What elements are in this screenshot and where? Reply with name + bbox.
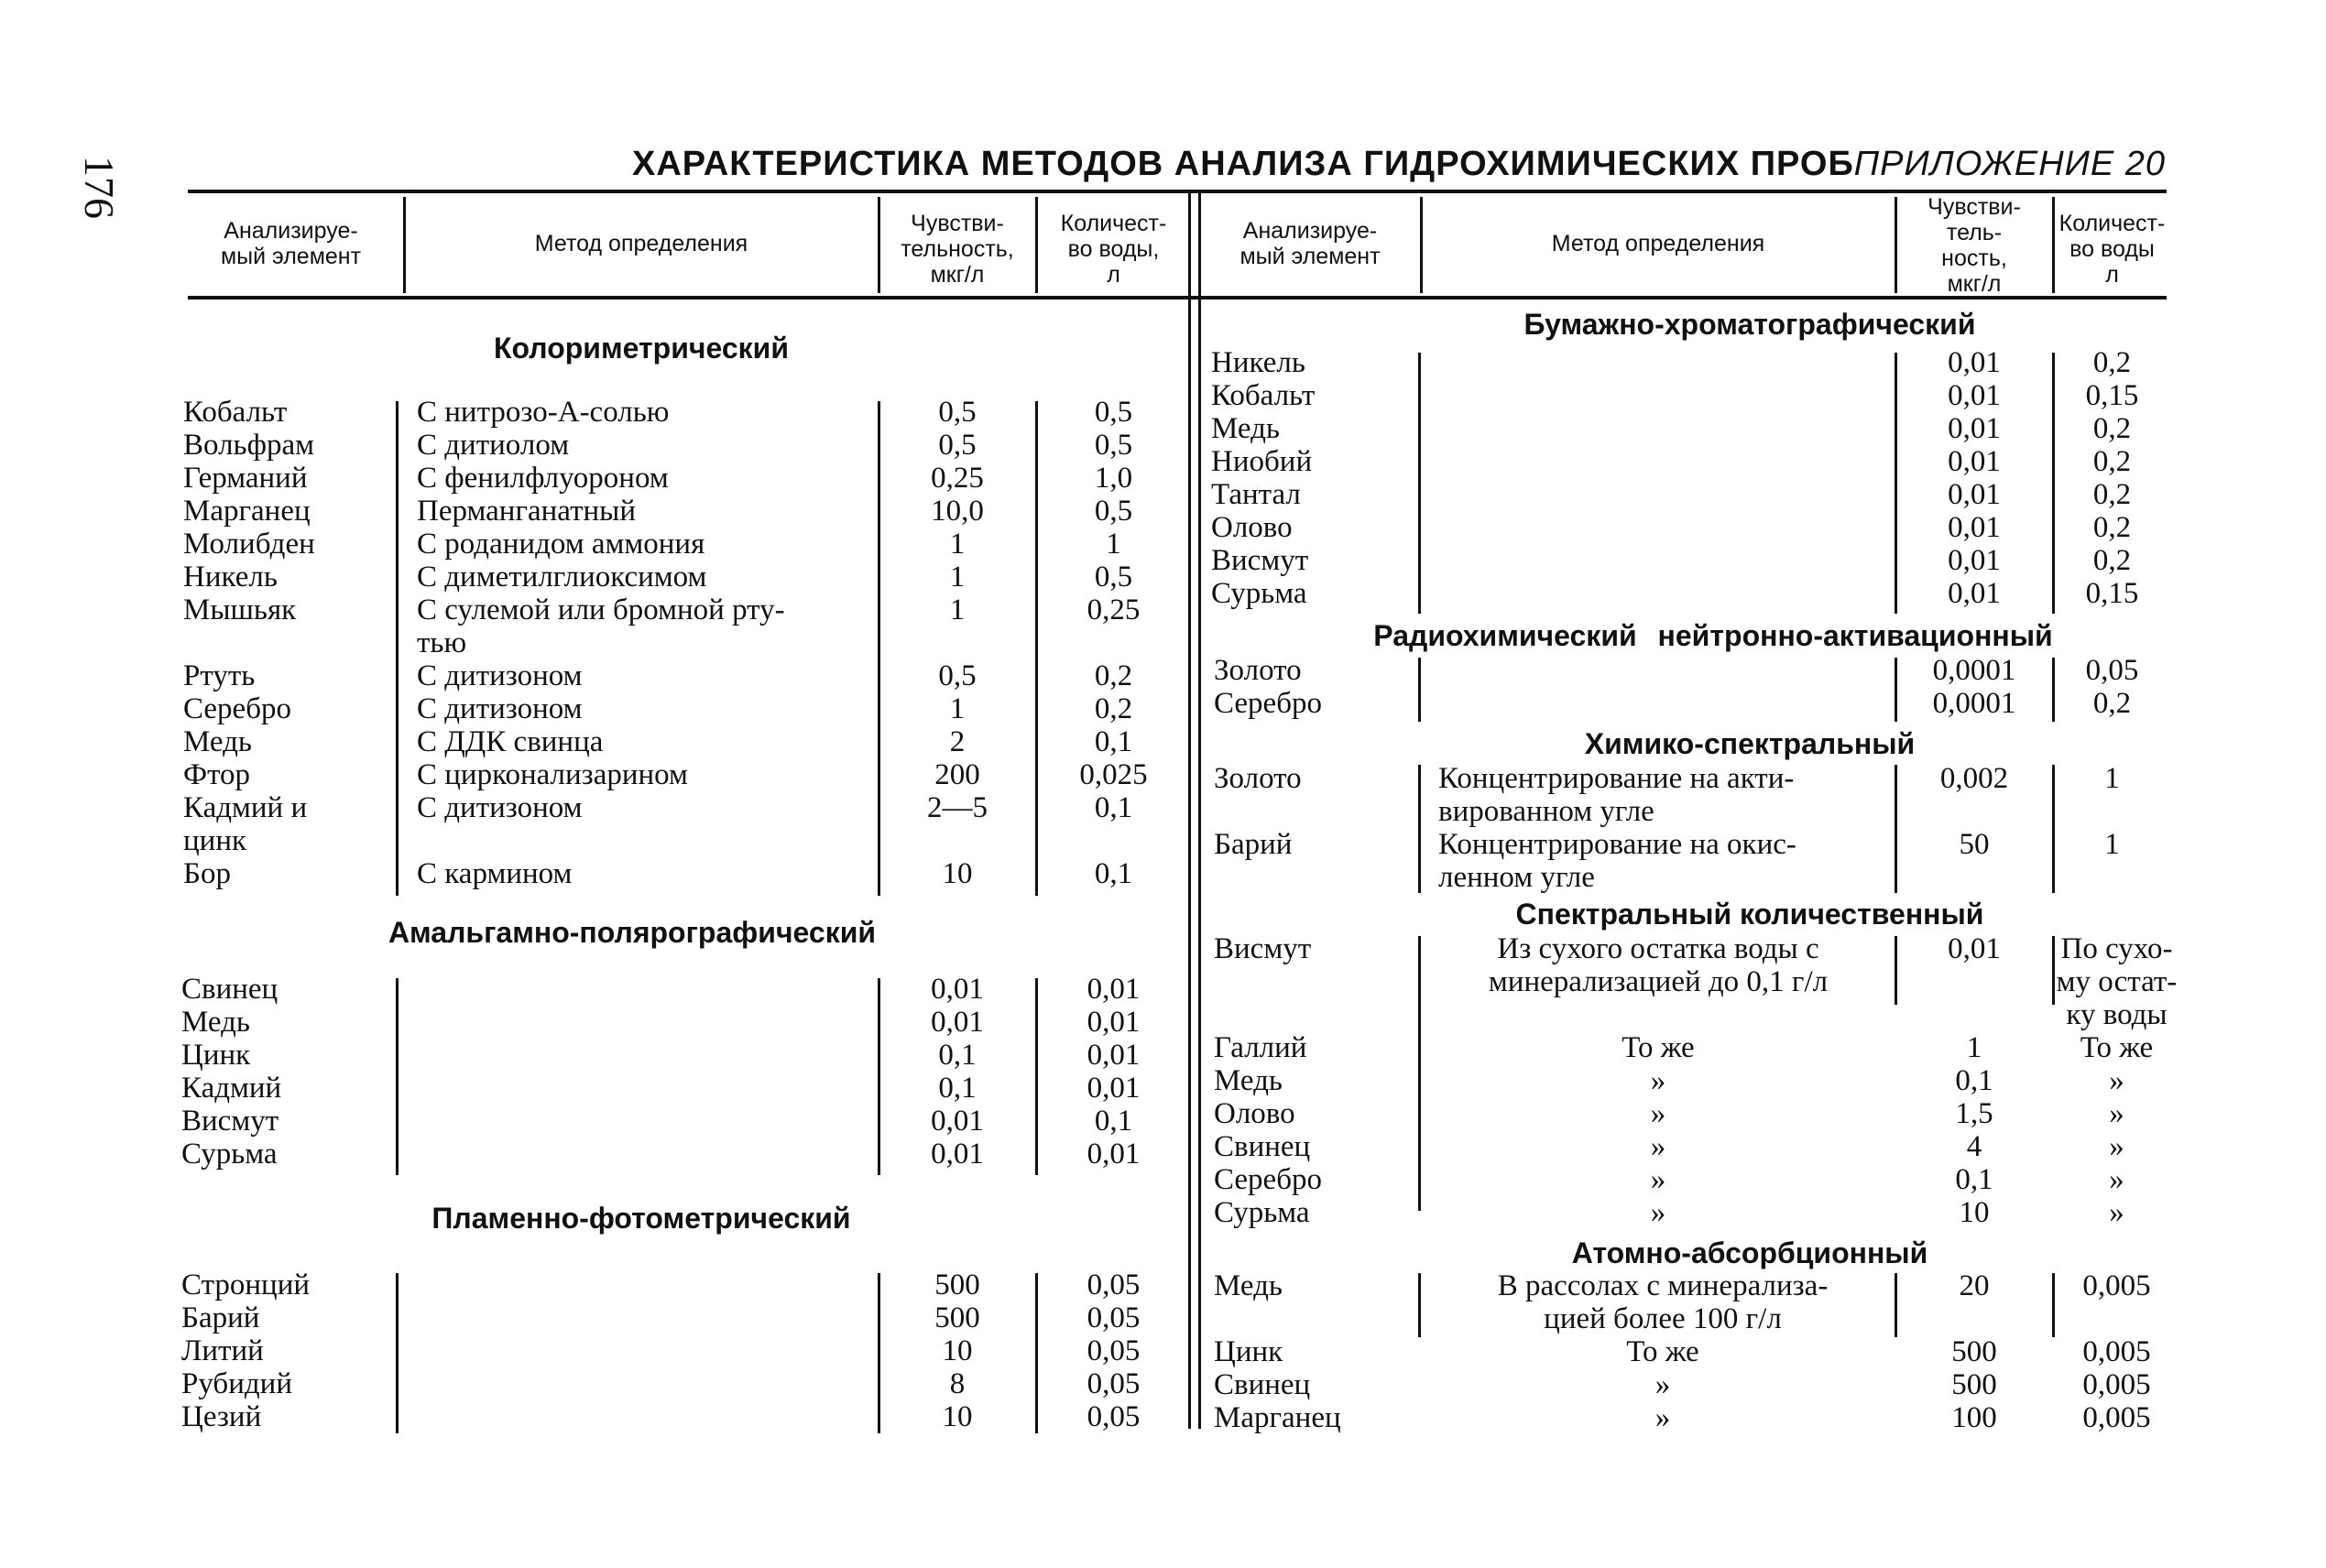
col-sep — [1418, 1273, 1421, 1337]
section-title-atomic: Атомно-абсорбционный — [1571, 1236, 1928, 1269]
section-title-radio: Радиохимический нейтронно-активационный — [1373, 619, 2053, 652]
flame-sensitivity: 500 500 10 8 10 — [934, 1269, 980, 1433]
amalgam-sensitivity: 0,01 0,01 0,1 0,1 0,01 0,01 — [931, 973, 984, 1171]
col-sep — [1418, 658, 1421, 722]
header-method-left: Метод определения — [534, 231, 748, 256]
flame-elements: Стронций Барий Литий Рубидий Цезий — [181, 1269, 311, 1433]
header-sensitivity-right: Чувстви- тель- ность, мкг/л — [1927, 194, 2021, 297]
chemspec-volume: 1 1 — [2104, 762, 2120, 861]
header-element-right: Анализируе- мый элемент — [1239, 218, 1381, 269]
center-divider — [1188, 192, 1201, 1429]
amalgam-elements: Свинец Медь Цинк Кадмий Висмут Сурьма — [181, 973, 282, 1171]
paper-volume: 0,2 0,15 0,2 0,2 0,2 0,2 0,2 0,15 — [2085, 346, 2139, 610]
header-method-right: Метод определения — [1551, 231, 1765, 256]
section-title-amalgam: Амальгамно-полярографический — [388, 916, 877, 949]
section-title-paper: Бумажно-хроматографический — [1523, 308, 1976, 341]
col-sep — [2052, 936, 2055, 1005]
col-sep — [2052, 658, 2055, 722]
flame-volume: 0,05 0,05 0,05 0,05 0,05 — [1087, 1269, 1141, 1433]
amalgam-volume: 0,01 0,01 0,01 0,01 0,1 0,01 — [1087, 973, 1141, 1171]
col-sep — [1035, 978, 1038, 1175]
paper-sensitivity: 0,01 0,01 0,01 0,01 0,01 0,01 0,01 0,01 — [1948, 346, 2001, 610]
col-sep — [396, 978, 399, 1175]
header-volume-left: Количест- во воды, л — [1060, 211, 1167, 288]
col-sep — [396, 401, 399, 896]
chemspec-elements: Золото Барий — [1214, 762, 1302, 861]
header-volume-right: Количест- во воды л — [2058, 211, 2166, 288]
radio-volume: 0,05 0,2 — [2085, 654, 2139, 720]
colorimetric-volume: 0,5 0,5 1,0 0,5 1 0,5 0,25 0,2 0,2 0,1 0,025 0,1 0,1 — [1079, 396, 1148, 890]
atomic-methods: В рассолах с минерализа- цией более 100 г/л То же » » — [1497, 1269, 1829, 1434]
col-sep — [1895, 1273, 1897, 1337]
col-sep — [1418, 353, 1421, 614]
col-sep — [1895, 658, 1897, 722]
page-number: 176 — [76, 156, 123, 219]
col-sep — [2052, 765, 2055, 893]
spectral-methods: Из сухого остатка воды с минерализацией до 0,1 г/л То же » » » » » — [1488, 932, 1829, 1229]
header-sensitivity-left: Чувстви- тельность, мкг/л — [901, 211, 1014, 288]
col-sep — [878, 978, 880, 1175]
radio-elements: Золото Серебро — [1214, 654, 1322, 720]
radio-sensitivity: 0,0001 0,0001 — [1932, 654, 2016, 720]
atomic-sensitivity: 20 500 500 100 — [1951, 1269, 1997, 1434]
col-sep — [1895, 765, 1897, 893]
header-top-rule — [188, 190, 2167, 193]
header-element-left: Анализируе- мый элемент — [220, 218, 362, 269]
col-sep — [878, 401, 880, 896]
section-title-colorimetric: Колориметрический — [494, 332, 789, 365]
page-title: ХАРАКТЕРИСТИКА МЕТОДОВ АНАЛИЗА ГИДРОХИМИЧЕСКИХ ПРОБ — [632, 145, 1854, 183]
chemspec-sensitivity: 0,002 50 — [1939, 762, 2009, 861]
chemspec-methods: Концентрирование на акти- вированном угле Концентрирование на окис- ленном угле — [1438, 762, 1796, 894]
colorimetric-methods: С нитрозо-А-солью С дитиолом С фенилфлуороном Перманганатный С роданидом аммония С диметилглиоксимом С сулемой или бромной рту- тью С дитизоном С дитизоном С ДДК свинца С цирконализарином С дитизоном С кармином — [417, 396, 785, 890]
atomic-elements: Медь Цинк Свинец Марганец — [1214, 1269, 1341, 1434]
colorimetric-elements: Кобальт Вольфрам Германий Марганец Молибден Никель Мышьяк Ртуть Серебро Медь Фтор Кадмий и цинк Бор — [183, 396, 315, 890]
paper-elements: Никель Кобальт Медь Ниобий Тантал Олово Висмут Сурьма — [1211, 346, 1316, 610]
col-sep — [2052, 1273, 2055, 1337]
hdr-sep — [1420, 197, 1423, 293]
spectral-sensitivity: 0,01 1 0,1 1,5 4 0,1 10 — [1948, 932, 2001, 1229]
appendix-label: ПРИЛОЖЕНИЕ 20 — [1853, 145, 2166, 183]
col-sep — [1895, 353, 1897, 614]
atomic-volume: 0,005 0,005 0,005 0,005 — [2082, 1269, 2151, 1434]
header-bottom-rule — [188, 296, 2167, 299]
col-sep — [1035, 1273, 1038, 1433]
col-sep — [1418, 765, 1421, 893]
col-sep — [2052, 353, 2055, 614]
col-sep — [878, 1273, 880, 1433]
section-title-chemspec: Химико-спектральный — [1584, 727, 1916, 760]
section-title-flame: Пламенно-фотометрический — [431, 1202, 851, 1235]
col-sep — [396, 1273, 399, 1433]
col-sep — [1895, 936, 1897, 1005]
col-sep — [1418, 936, 1421, 1211]
spectral-volume: По сухо- му остат- ку воды То же » » » » » — [2056, 932, 2178, 1229]
col-sep — [1035, 401, 1038, 896]
spectral-elements: Висмут Галлий Медь Олово Свинец Серебро Сурьма — [1214, 932, 1322, 1229]
section-title-spectral: Спектральный количественный — [1515, 898, 1984, 931]
colorimetric-sensitivity: 0,5 0,5 0,25 10,0 1 1 1 0,5 1 2 200 2—5 10 — [927, 396, 988, 890]
hdr-sep — [403, 197, 406, 293]
